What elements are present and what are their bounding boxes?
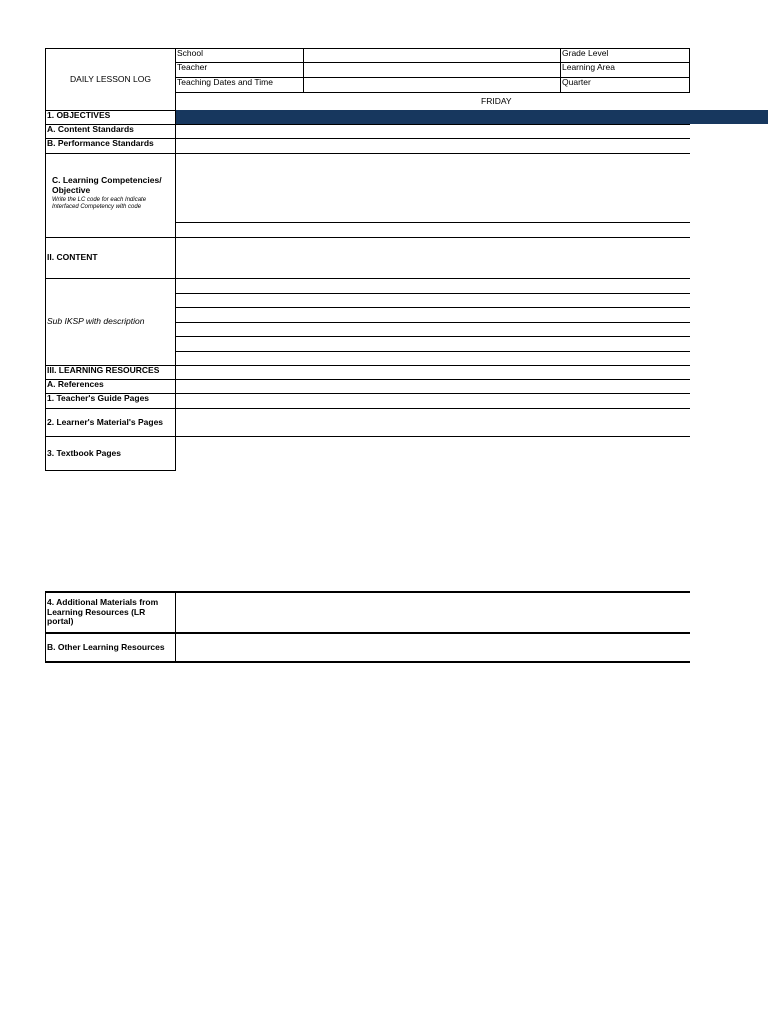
learning-competencies-cell: [46, 154, 174, 237]
objectives-label: 1. OBJECTIVES: [47, 111, 111, 120]
day-label: FRIDAY: [481, 95, 512, 106]
references-label: A. References: [47, 380, 104, 389]
performance-standards-label: B. Performance Standards: [47, 139, 154, 148]
additional-materials-label: 4. Additional Materials from Learning Resources (LR portal): [47, 596, 159, 627]
teacher-label: Teacher: [175, 62, 304, 78]
learning-resources-label: III. LEARNING RESOURCES: [47, 366, 160, 375]
quarter-label: Quarter: [560, 77, 690, 93]
textbook-pages-label: 3. Textbook Pages: [47, 447, 122, 458]
school-field[interactable]: [303, 48, 561, 63]
day-column-header: [176, 93, 768, 110]
lc-code-instruction: Write the LC code for each Indicate Interfaced Competency with code: [52, 196, 147, 210]
sub-iksp-label: Sub IKSP with description: [47, 316, 145, 327]
learning-area-label: Learning Area: [560, 62, 690, 78]
teaching-dates-label: Teaching Dates and Time: [175, 77, 304, 93]
school-label: School: [175, 48, 304, 63]
learners-material-label: 2. Learner's Material's Pages: [47, 416, 164, 427]
page-title: DAILY LESSON LOG: [70, 73, 151, 84]
teacher-field[interactable]: [303, 62, 561, 78]
teachers-guide-label: 1. Teacher's Guide Pages: [47, 394, 150, 403]
content-standards-label: A. Content Standards: [47, 125, 134, 134]
objectives-section-bar: [176, 110, 768, 124]
grade-level-label: Grade Level: [560, 48, 690, 63]
other-resources-label: B. Other Learning Resources: [47, 641, 165, 652]
content-label: II. CONTENT: [47, 252, 98, 263]
teaching-dates-field[interactable]: [303, 77, 561, 93]
learning-competencies-label: C. Learning Competencies/ Objective: [52, 175, 162, 195]
daily-lesson-log-title: [45, 48, 176, 111]
